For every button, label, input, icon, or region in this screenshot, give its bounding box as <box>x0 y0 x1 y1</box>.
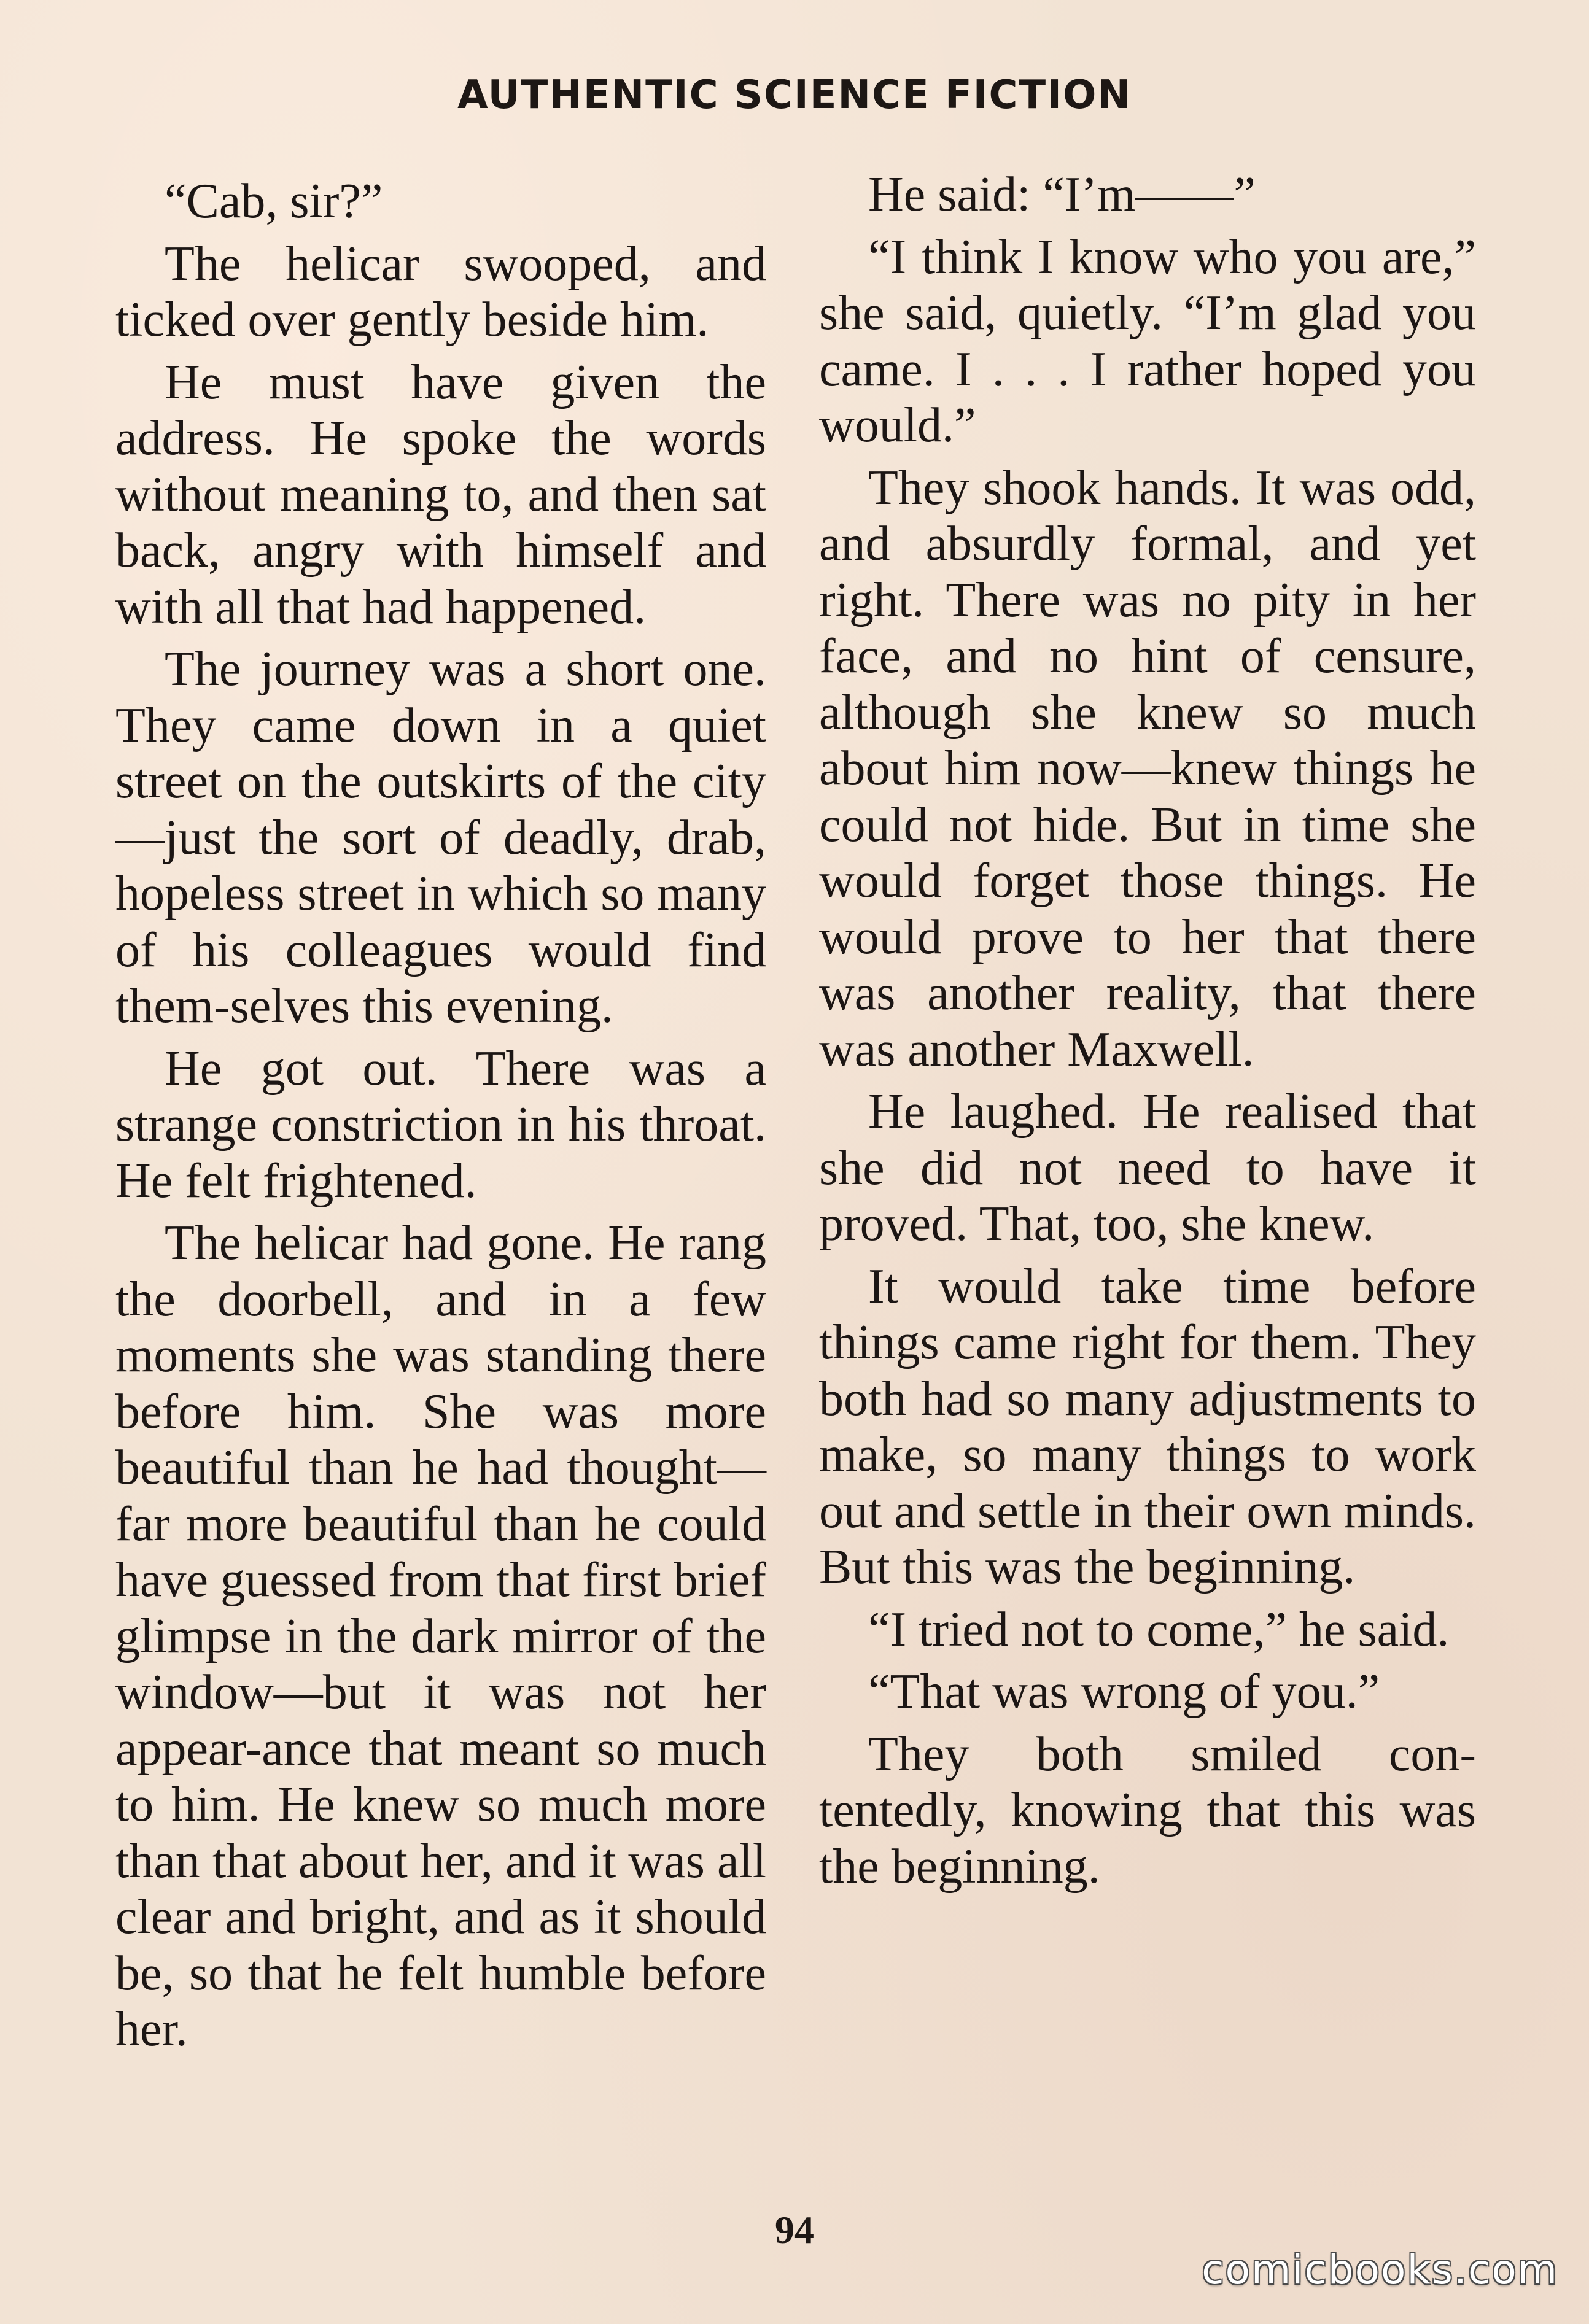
right-text-column <box>819 167 1476 1901</box>
paragraph: “Cab, sir?” <box>165 174 383 228</box>
paragraph: They shook hands. It was odd, and absurdly formal, and yet right. There was no pity in her face, and no hint of censure, although she knew so much about him now—knew things he could not hide. But in time she would forget those things. He would prove to her that there was another reality, that there was another Maxwell. <box>819 460 1476 1077</box>
paragraph: He got out. There was a strange constriction in his throat. He felt frightened. <box>115 1041 766 1208</box>
left-text-column <box>115 174 766 2064</box>
paragraph: The helicar swooped, and ticked over gently beside him. <box>115 236 766 347</box>
paragraph: “That was wrong of you.” <box>868 1665 1380 1719</box>
paragraph: It would take time before things came right for them. They both had so many adjustments to make, so many things to work out and settle in their own minds. But this was the beginning. <box>819 1259 1476 1594</box>
paragraph: They both smiled con-tentedly, knowing that this was the beginning. <box>819 1727 1476 1894</box>
paragraph: The helicar had gone. He rang the doorbell, and in a few moments she was standing there before him. She was more beautiful than he had thought—far more beautiful than he could have guessed from that first brief glimpse in the dark mirror of the window—but it was not her appear-ance that meant so much to him. He knew so much more than that about her, and it was all clear and bright, and as it should be, so that he felt humble before her. <box>115 1216 766 2056</box>
paragraph: He must have given the address. He spoke the words without meaning to, and then sat back, angry with himself and with all that had happened. <box>115 355 766 634</box>
paragraph: The journey was a short one. They came down in a quiet street on the outskirts of the city—just the sort of deadly, drab, hopeless street in which so many of his colleagues would find them-selves this evening. <box>115 642 766 1033</box>
paragraph: He said: “I’m——” <box>868 168 1256 222</box>
page-number: 94 <box>775 2208 814 2252</box>
running-header: AUTHENTIC SCIENCE FICTION <box>457 72 1132 118</box>
paragraph: “I think I know who you are,” she said, quietly. “I’m glad you came. I . . . I rather hoped you would.” <box>819 230 1476 452</box>
watermark: comicbooks.com <box>1202 2246 1558 2293</box>
paragraph: He laughed. He realised that she did not need to have it proved. That, too, she knew. <box>819 1085 1476 1251</box>
paragraph: “I tried not to come,” he said. <box>868 1602 1450 1657</box>
